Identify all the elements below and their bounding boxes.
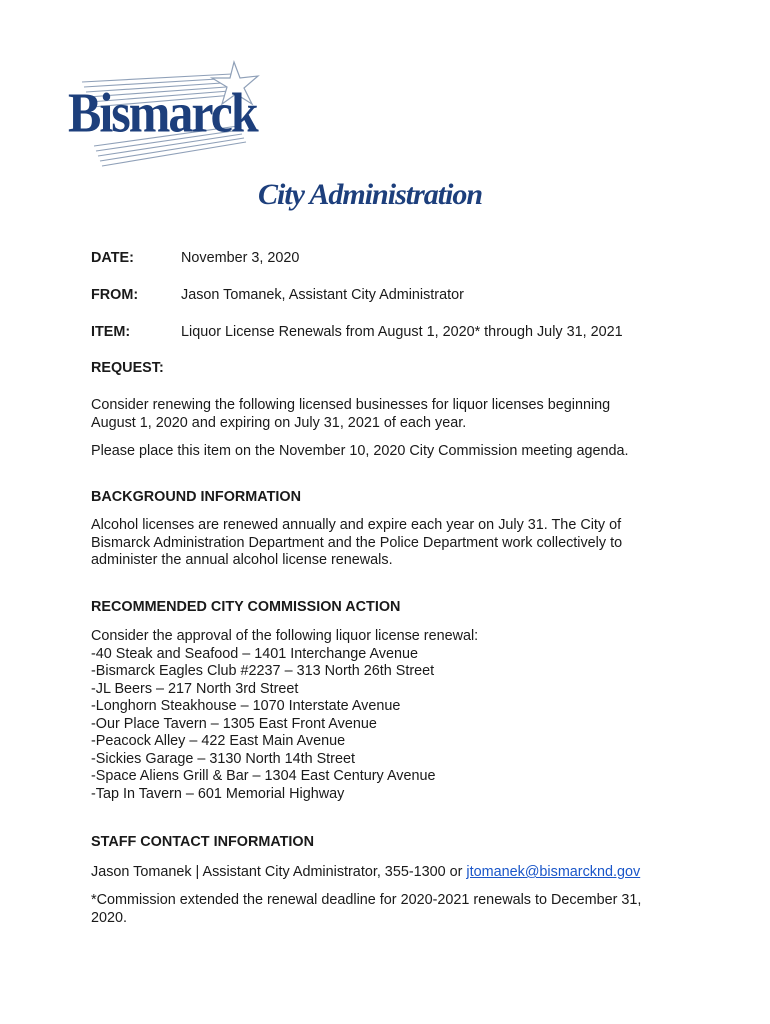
background-heading: BACKGROUND INFORMATION xyxy=(91,489,301,505)
background-text xyxy=(91,517,691,570)
date-label: DATE: xyxy=(91,250,134,266)
footnote xyxy=(91,892,691,927)
license-item: -Sickies Garage – 3130 North 14th Street xyxy=(91,750,355,767)
background-line: administer the annual alcohol license renewals. xyxy=(91,552,393,568)
license-item: -40 Steak and Seafood – 1401 Interchange Avenue xyxy=(91,645,418,662)
email-link[interactable]: jtomanek@bismarcknd.gov xyxy=(466,864,641,880)
request-line: Consider renewing the following licensed businesses for liquor licenses beginning xyxy=(91,397,611,413)
logo-text: Bismarck xyxy=(68,81,257,144)
request-text xyxy=(91,397,691,432)
license-item: -Longhorn Steakhouse – 1070 Interstate Avenue xyxy=(91,698,401,714)
from-label: FROM: xyxy=(91,287,139,303)
from-row xyxy=(91,287,464,303)
recommended-list xyxy=(91,628,691,803)
background-line: Bismarck Administration Department and the Police Department work collectively to xyxy=(91,534,623,551)
request-line: August 1, 2020 and expiring on July 31, 2021 of each year. xyxy=(91,414,467,431)
license-item: -Peacock Alley – 422 East Main Avenue xyxy=(91,733,346,749)
footnote-line: 2020. xyxy=(91,909,128,926)
background-line: Alcohol licenses are renewed annually and expire each year on July 31. The City of xyxy=(91,517,622,533)
date-value: November 3, 2020 xyxy=(181,250,300,266)
recommended-intro: Consider the approval of the following liquor license renewal: xyxy=(91,628,479,644)
license-item: -Space Aliens Grill & Bar – 1304 East Century Avenue xyxy=(91,768,436,784)
page-subtitle: City Administration xyxy=(258,178,483,211)
staff-contact xyxy=(91,864,691,882)
bismarck-logo xyxy=(62,56,267,176)
staff-contact-text: Jason Tomanek | Assistant City Administrator, 355-1300 or xyxy=(91,864,467,880)
request-heading: REQUEST: xyxy=(91,360,164,376)
license-item: -Our Place Tavern – 1305 East Front Avenue xyxy=(91,715,377,732)
item-label: ITEM: xyxy=(91,324,131,340)
date-row xyxy=(91,250,299,266)
recommended-heading: RECOMMENDED CITY COMMISSION ACTION xyxy=(91,599,401,615)
item-value: Liquor License Renewals from August 1, 2020* through July 31, 2021 xyxy=(181,324,623,340)
license-item: -Bismarck Eagles Club #2237 – 313 North 26th Street xyxy=(91,663,435,679)
staff-heading: STAFF CONTACT INFORMATION xyxy=(91,834,315,850)
footnote-line: *Commission extended the renewal deadline for 2020-2021 renewals to December 31, xyxy=(91,892,642,908)
license-item: -Tap In Tavern – 601 Memorial Highway xyxy=(91,785,345,802)
agenda-text: Please place this item on the November 10, 2020 City Commission meeting agenda. xyxy=(91,443,629,459)
from-value: Jason Tomanek, Assistant City Administrator xyxy=(181,287,464,303)
license-item: -JL Beers – 217 North 3rd Street xyxy=(91,680,299,697)
item-row xyxy=(91,324,623,340)
